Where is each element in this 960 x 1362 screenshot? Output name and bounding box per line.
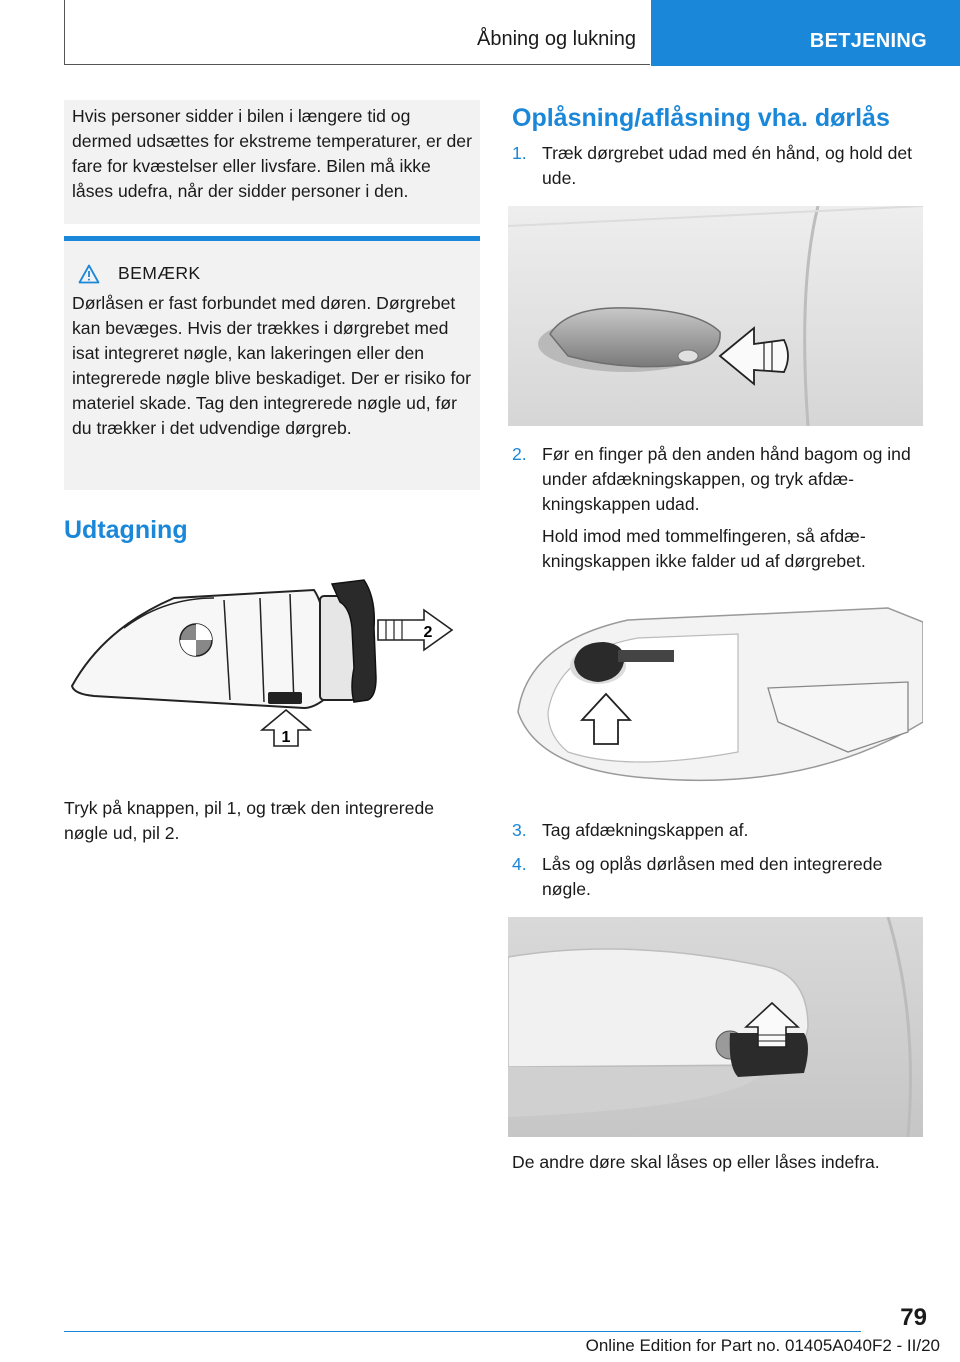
note-box [64, 236, 480, 490]
page-number: 79 [900, 1304, 927, 1331]
warning-continuation-text: Hvis personer sidder i bilen i længere tid og dermed udsættes for ekstreme temperaturer, er der fare for kvæstelser eller livsfare. Bilen må ikke låses udefra, når der sidder personer i den. [72, 106, 472, 201]
door-handle-photo-2 [508, 917, 923, 1137]
step-number: 4. [512, 854, 527, 874]
cover-cap-figure [508, 602, 923, 798]
header-bottom-rule [64, 64, 650, 65]
step-text: Tag afdækningskappen af. [542, 820, 749, 840]
note-label: BEMÆRK [118, 263, 201, 283]
key-removal-caption: Tryk på knappen, pil 1, og træk den integrerede nøgle ud, pil 2. [64, 798, 435, 843]
chapter-tab[interactable]: BETJENING [651, 0, 960, 66]
note-header [78, 261, 472, 286]
section-title: Åbning og lukning [476, 28, 636, 50]
step-4 [512, 852, 924, 902]
heading-udtagning: Udtagning [64, 516, 188, 544]
footer-edition: Online Edition for Part no. 01405A040F2 - II/20 [585, 1336, 940, 1355]
step-text: Lås og oplås dørlåsen med den integrerede nøgle. [542, 854, 883, 899]
footer-rule [64, 1331, 861, 1332]
warning-triangle-icon [78, 264, 100, 284]
note-text: Dørlåsen er fast forbundet med døren. Dørgrebet kan bevæges. Hvis der trækkes i dørgrebet med isat integreret nøgle, kan lakeringen eller den integrerede nøgle blive beskadiget. Der er risiko for materiel skade. Tag den integrerede nøgle ud, før du trækker i det udvendige dørgreb. [72, 293, 471, 438]
step-text: Træk dørgrebet udad med én hånd, og hold det ude. [542, 143, 913, 188]
step-3 [512, 818, 924, 843]
key-removal-figure [64, 568, 480, 764]
step-text: Før en finger på den anden hånd bagom og ind under afdækningskappen, og tryk afdækningskappen udad. [542, 444, 911, 514]
step-2 [512, 442, 924, 574]
heading-door-lock: Oplåsning/aflåsning vha. dørlås [512, 104, 890, 132]
warning-continuation-box [64, 100, 480, 224]
step-1 [512, 141, 924, 191]
step-number: 3. [512, 820, 527, 840]
step-subtext: Hold imod med tommelfingeren, så afdækningskappen ikke falder ud af dørgrebet. [542, 526, 866, 571]
figure-label-2: 2 [423, 624, 433, 641]
step-number: 1. [512, 143, 527, 163]
closing-text: De andre døre skal låses op eller låses indefra. [512, 1152, 880, 1172]
figure-label-1: 1 [281, 729, 291, 746]
step-number: 2. [512, 444, 527, 464]
door-handle-photo-1 [508, 206, 923, 426]
